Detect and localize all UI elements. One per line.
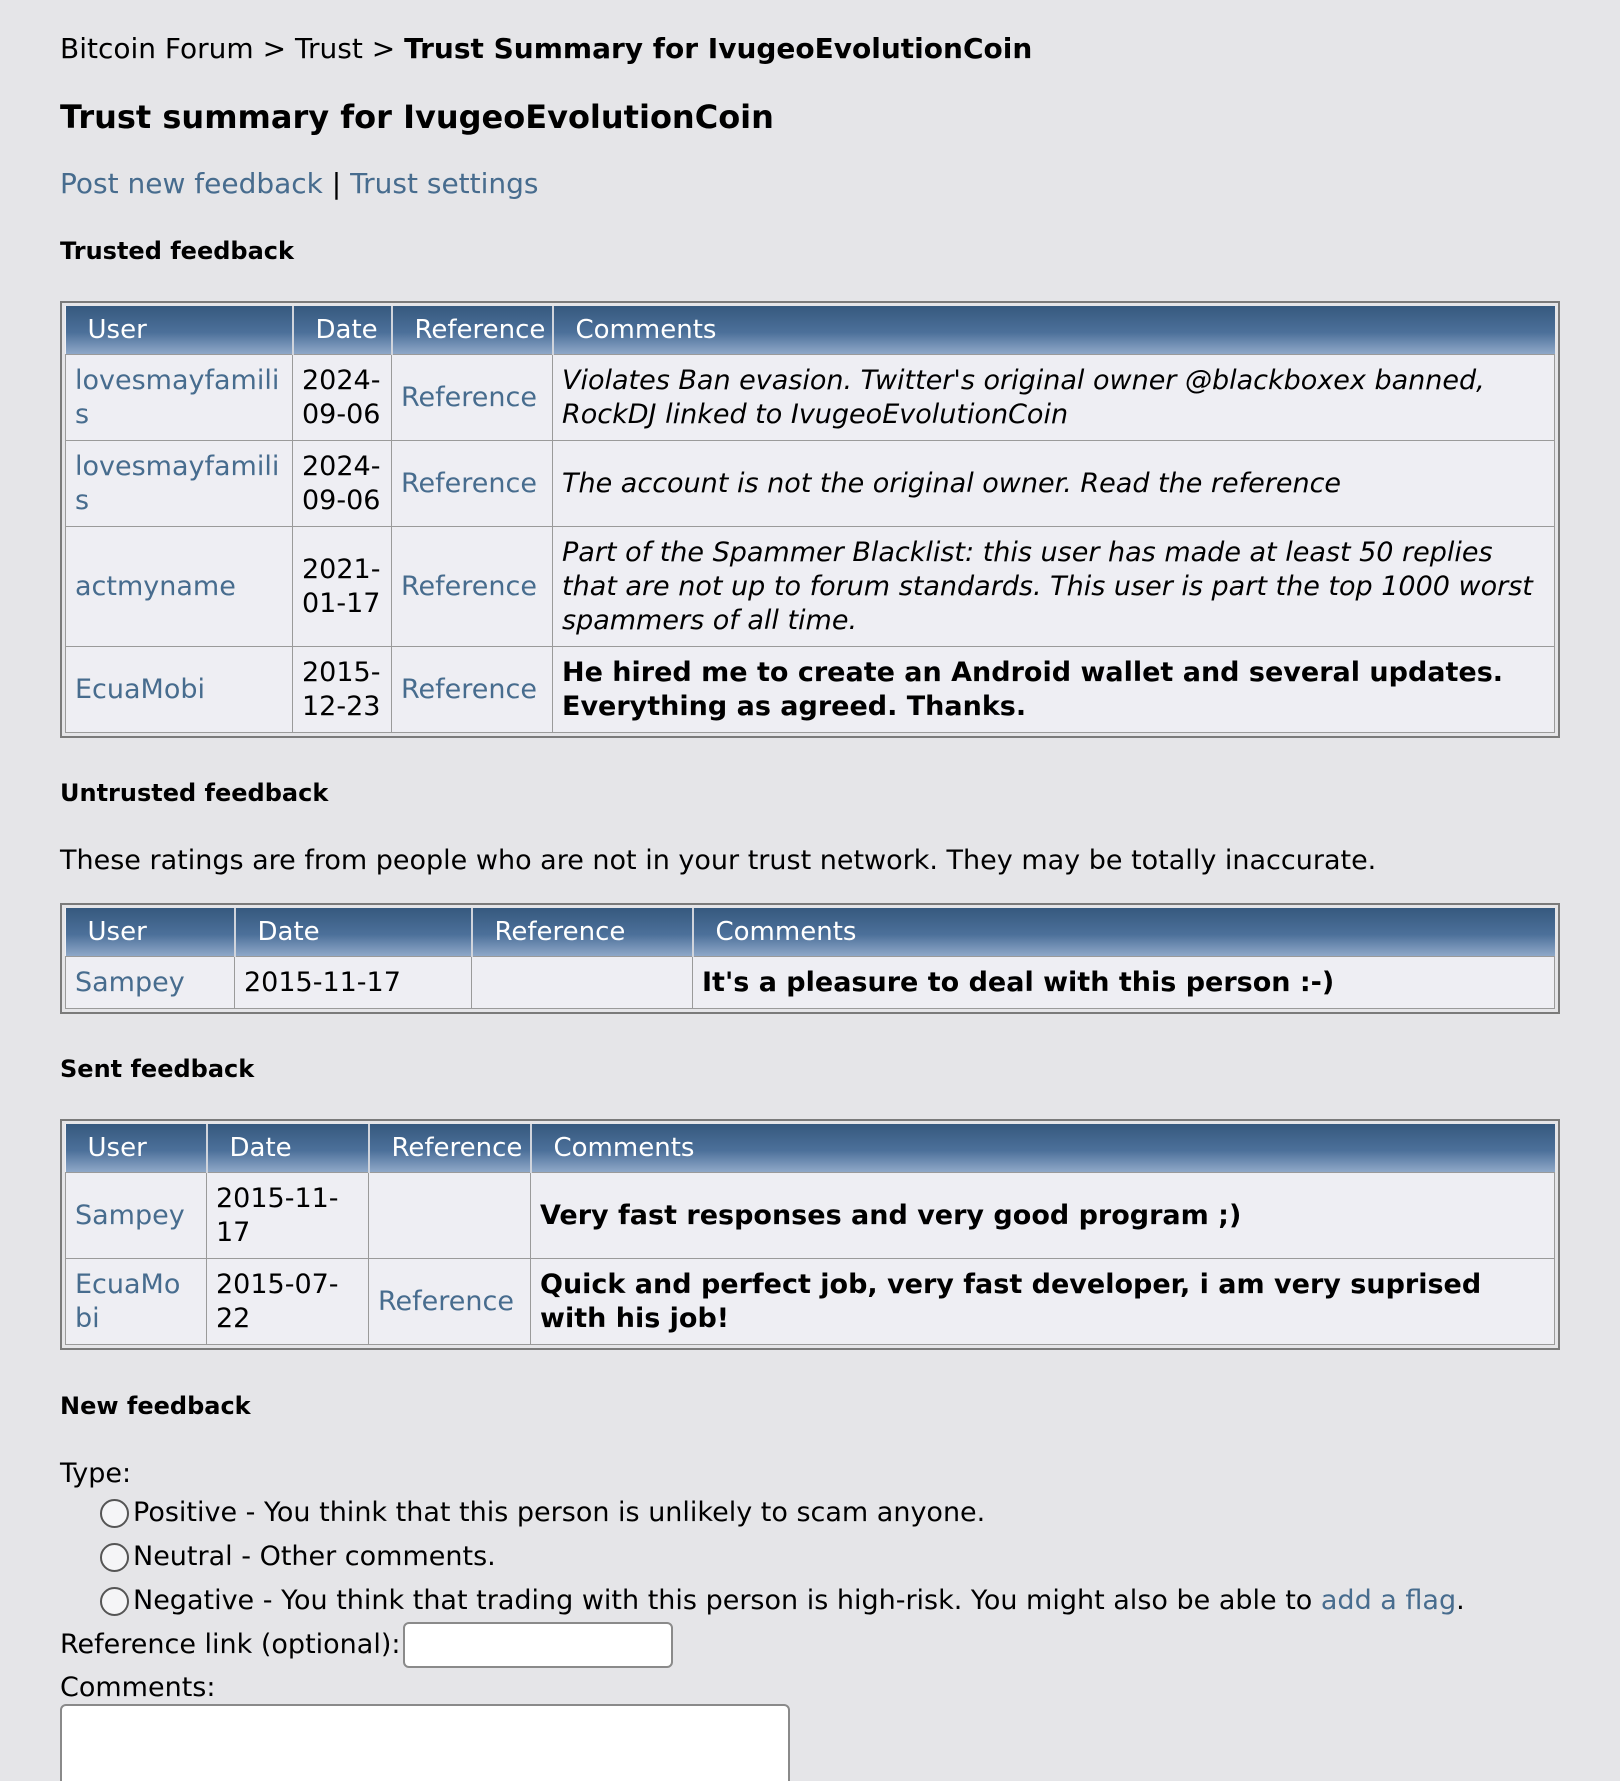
table-row <box>66 441 1555 527</box>
comments-textarea[interactable] <box>60 1704 790 1781</box>
feedback-comment: Part of the Spammer Blacklist: this user has made at least 50 replies that are not up to forum standards. This user is part the top 1000 worst spammers of all time. <box>553 527 1555 647</box>
action-separator: | <box>331 167 342 200</box>
trusted-feedback-heading: Trusted feedback <box>60 237 294 265</box>
radio-negative-text: Negative - You think that trading with this person is high-risk. You might also be able to <box>133 1585 1321 1616</box>
sent-feedback-table <box>60 1119 1560 1350</box>
post-new-feedback-link[interactable]: Post new feedback <box>60 167 323 200</box>
radio-positive-row <box>100 1495 985 1531</box>
untrusted-feedback-heading: Untrusted feedback <box>60 779 329 807</box>
action-links <box>60 165 539 203</box>
untrusted-note: These ratings are from people who are not in your trust network. They may be totally inaccurate. <box>60 845 1377 876</box>
breadcrumb-separator: > <box>262 32 287 65</box>
user-link[interactable]: Sampey <box>75 1199 185 1231</box>
table-row <box>66 647 1555 733</box>
radio-neutral[interactable] <box>100 1543 129 1572</box>
table-row <box>66 957 1555 1009</box>
feedback-comment: Violates Ban evasion. Twitter's original owner @blackboxex banned, RockDJ linked to IvugeoEvolutionCoin <box>553 355 1555 441</box>
user-link[interactable]: lovesmayfamilis <box>75 450 280 516</box>
breadcrumb-separator: > <box>371 32 396 65</box>
table-header-row <box>66 306 1555 355</box>
user-link[interactable]: EcuaMobi <box>75 1268 181 1334</box>
reference-link-input[interactable] <box>403 1622 673 1668</box>
table-header-row <box>66 908 1555 957</box>
feedback-date: 2015-07-22 <box>207 1259 369 1345</box>
feedback-comment: Very fast responses and very good program ;) <box>531 1173 1555 1259</box>
feedback-comment: It's a pleasure to deal with this person :-) <box>693 957 1555 1009</box>
feedback-comment: Quick and perfect job, very fast developer, i am very suprised with his job! <box>531 1259 1555 1345</box>
type-label: Type: <box>60 1458 132 1489</box>
untrusted-feedback-table <box>60 903 1560 1014</box>
reference-link[interactable]: Reference <box>378 1285 514 1317</box>
column-header-comments: Comments <box>531 1124 1555 1173</box>
trust-settings-link[interactable]: Trust settings <box>350 167 539 200</box>
user-link[interactable]: EcuaMobi <box>75 673 206 705</box>
trusted-feedback-table <box>60 301 1560 738</box>
column-header-user: User <box>66 908 235 957</box>
table-row <box>66 355 1555 441</box>
comments-label: Comments: <box>60 1672 216 1703</box>
reference-cell <box>369 1173 531 1259</box>
radio-neutral-row <box>100 1539 496 1575</box>
breadcrumb-trust-link[interactable]: Trust <box>294 32 363 65</box>
feedback-comment: The account is not the original owner. Read the reference <box>553 441 1555 527</box>
new-feedback-heading: New feedback <box>60 1392 251 1420</box>
column-header-date: Date <box>293 306 392 355</box>
radio-negative-end: . <box>1456 1585 1465 1616</box>
column-header-reference: Reference <box>472 908 693 957</box>
column-header-user: User <box>66 306 293 355</box>
sent-feedback-heading: Sent feedback <box>60 1055 255 1083</box>
feedback-comment: He hired me to create an Android wallet and several updates. Everything as agreed. Thanks. <box>553 647 1555 733</box>
feedback-date: 2015-11-17 <box>207 1173 369 1259</box>
user-link[interactable]: lovesmayfamilis <box>75 364 280 430</box>
page-title: Trust summary for IvugeoEvolutionCoin <box>60 98 774 136</box>
reference-cell <box>472 957 693 1009</box>
radio-positive-label: Positive - You think that this person is unlikely to scam anyone. <box>133 1497 986 1528</box>
column-header-date: Date <box>207 1124 369 1173</box>
user-link[interactable]: actmyname <box>75 570 236 602</box>
table-row <box>66 527 1555 647</box>
add-flag-link[interactable]: add a flag <box>1320 1585 1457 1616</box>
user-link[interactable]: Sampey <box>75 966 185 998</box>
column-header-reference: Reference <box>369 1124 531 1173</box>
feedback-date: 2021-01-17 <box>293 527 392 647</box>
table-row <box>66 1259 1555 1345</box>
radio-neutral-label: Neutral - Other comments. <box>133 1541 496 1572</box>
radio-positive[interactable] <box>100 1499 129 1528</box>
table-row <box>66 1173 1555 1259</box>
breadcrumb <box>60 30 1032 68</box>
feedback-date: 2015-11-17 <box>235 957 472 1009</box>
breadcrumb-current: Trust Summary for IvugeoEvolutionCoin <box>404 32 1033 65</box>
breadcrumb-forum-link[interactable]: Bitcoin Forum <box>60 32 254 65</box>
feedback-date: 2024-09-06 <box>293 441 392 527</box>
feedback-date: 2024-09-06 <box>293 355 392 441</box>
feedback-date: 2015-12-23 <box>293 647 392 733</box>
column-header-comments: Comments <box>693 908 1555 957</box>
reference-link[interactable]: Reference <box>401 381 537 413</box>
reference-link[interactable]: Reference <box>401 467 537 499</box>
column-header-user: User <box>66 1124 207 1173</box>
table-header-row <box>66 1124 1555 1173</box>
column-header-reference: Reference <box>392 306 553 355</box>
reference-link-label: Reference link (optional): <box>60 1629 401 1660</box>
radio-negative-label <box>133 1583 1465 1619</box>
column-header-date: Date <box>235 908 472 957</box>
column-header-comments: Comments <box>553 306 1555 355</box>
reference-link[interactable]: Reference <box>401 673 537 705</box>
reference-link[interactable]: Reference <box>401 570 537 602</box>
radio-negative[interactable] <box>100 1587 129 1616</box>
radio-negative-row <box>100 1583 1465 1619</box>
